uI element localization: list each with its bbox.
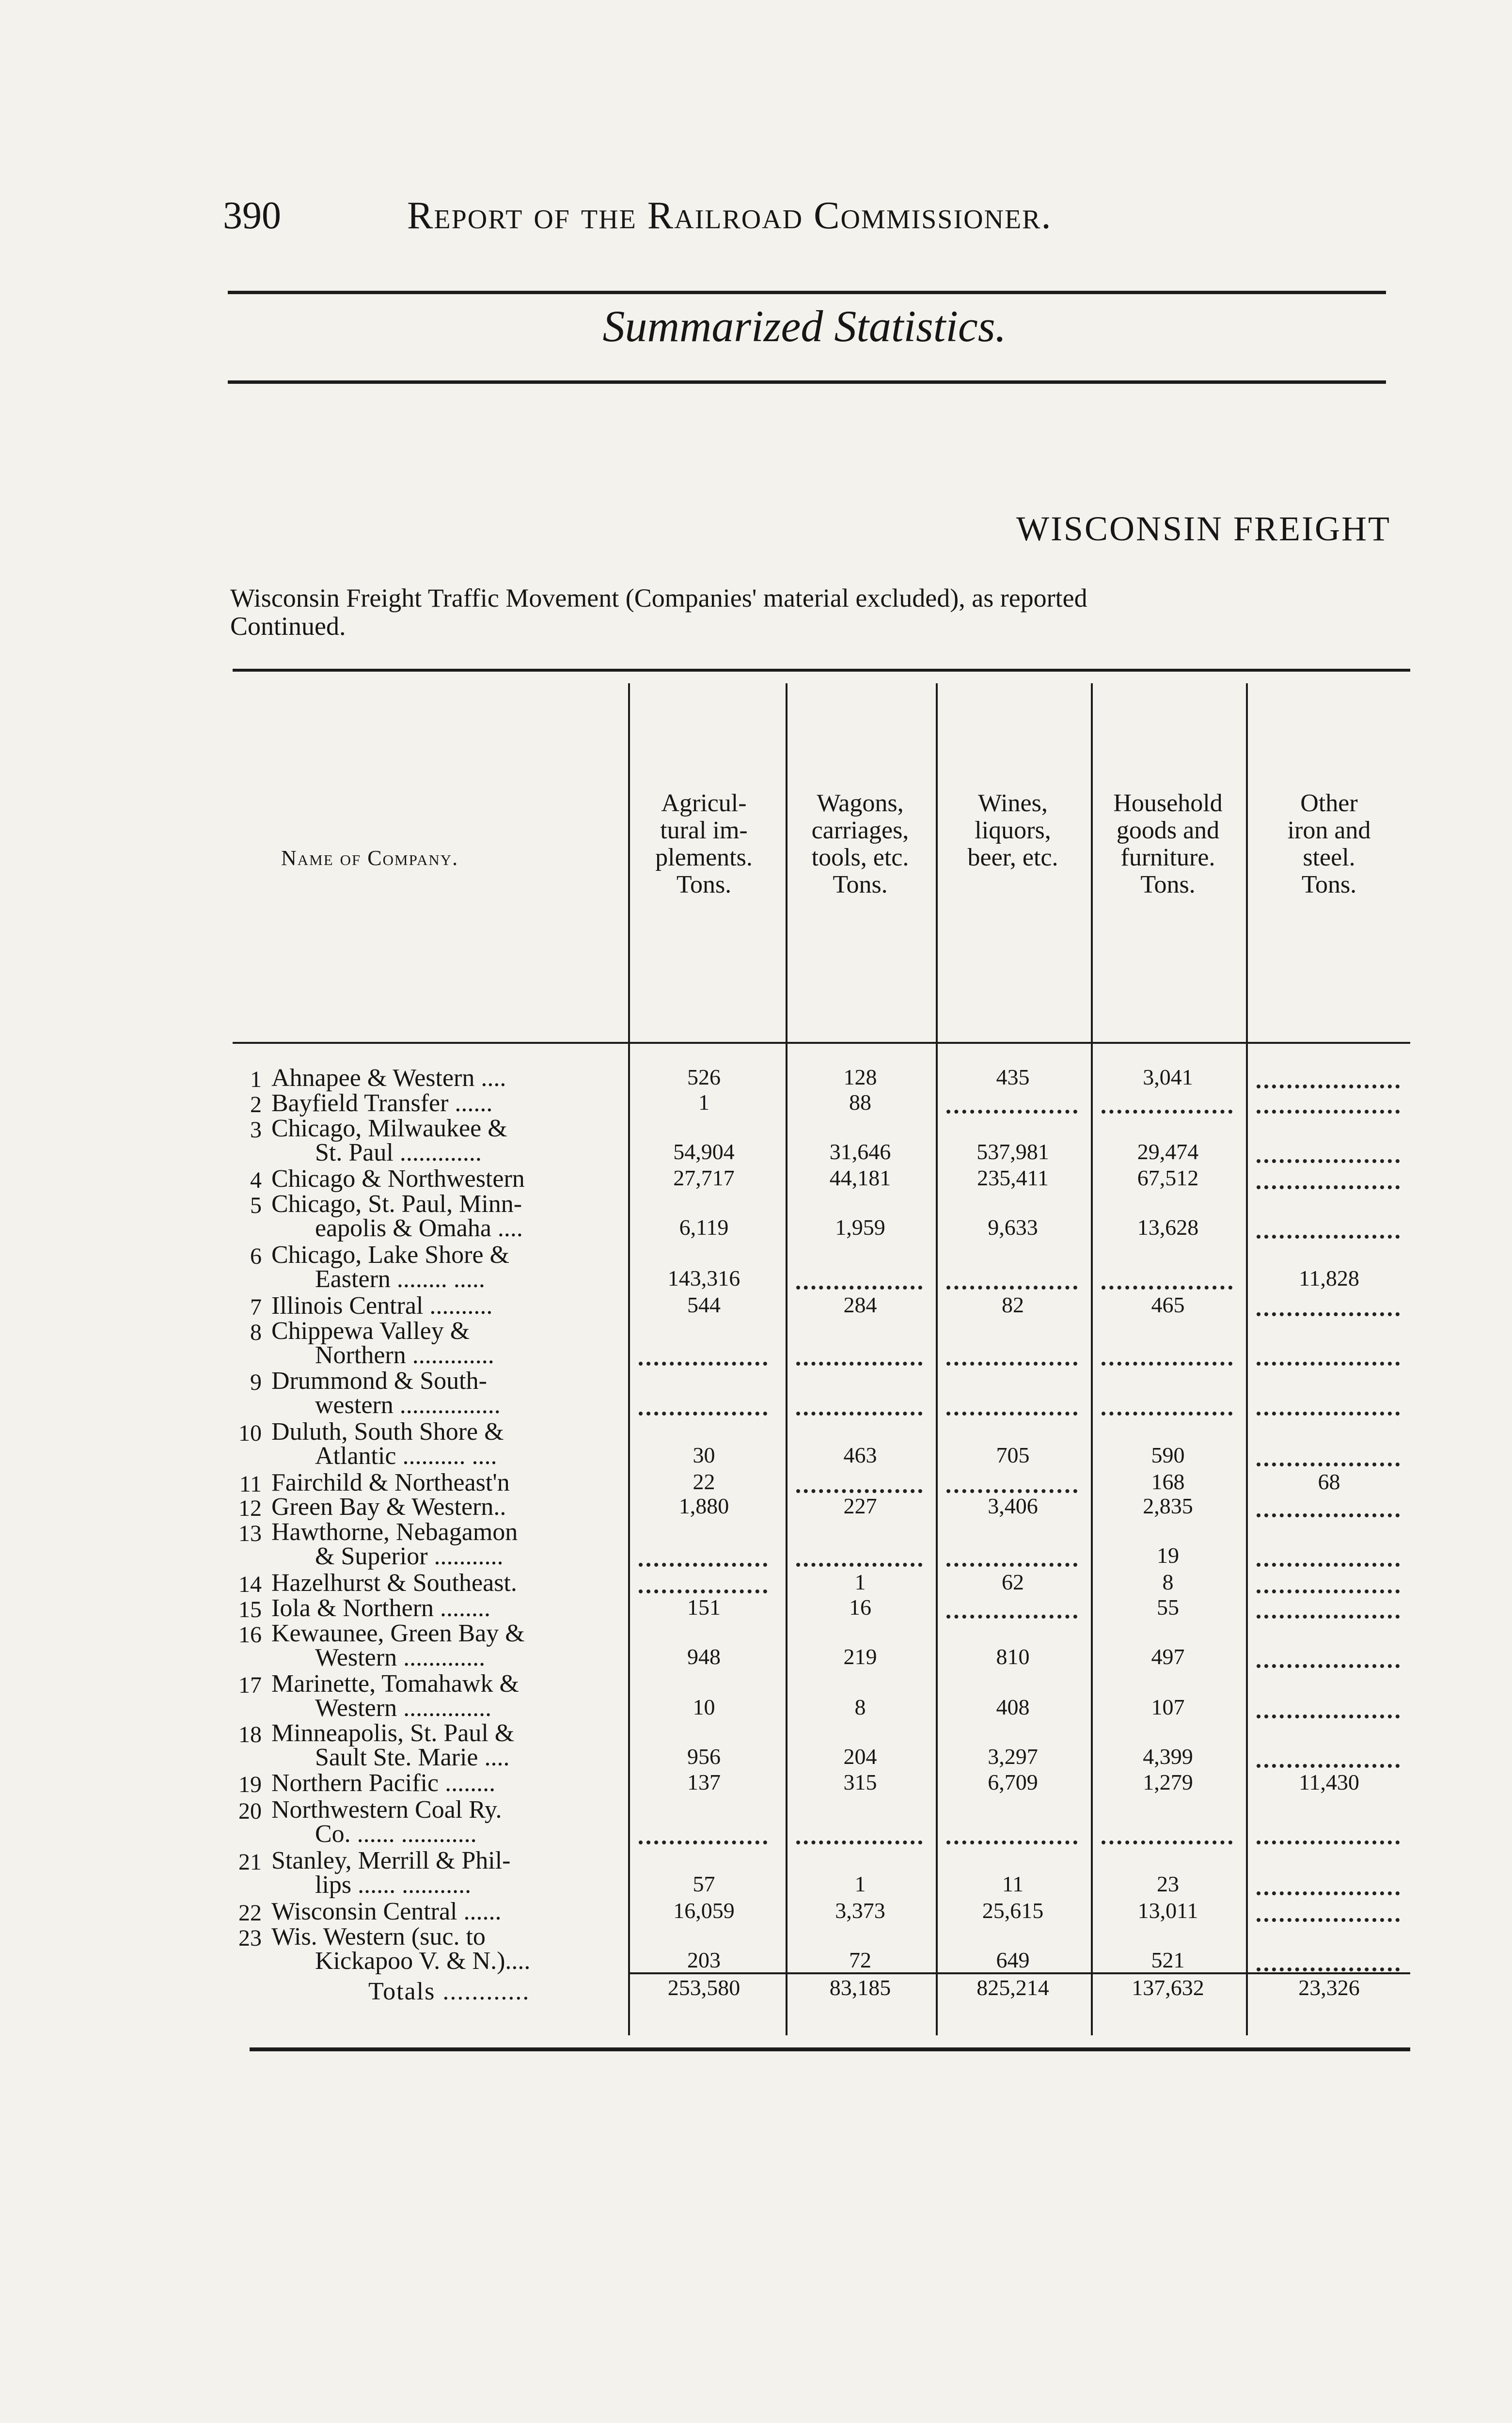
value-cell: 463 [843,1443,877,1467]
table-top-rule [233,669,1410,672]
table-row [233,1319,1410,1368]
value-cell: 204 [843,1744,877,1769]
value-cell: 67,512 [1137,1165,1199,1190]
value-cell: 82 [1002,1292,1024,1317]
company-name-line: St. Paul ............. [315,1139,482,1166]
row-number: 23 [238,1925,262,1951]
value-cell: 284 [843,1292,877,1317]
value-cell: 27,717 [673,1165,735,1190]
company-name-line: Duluth, South Shore & [271,1418,504,1446]
value-cell: 55 [1157,1595,1179,1620]
company-name-line: eapolis & Omaha .... [315,1214,523,1242]
row-number: 7 [250,1294,262,1320]
column-header-1 [630,790,778,898]
leader-dots [1257,1513,1400,1517]
running-title: Report of the Railroad Commissioner. [407,194,1052,237]
value-cell: 68 [1318,1469,1340,1494]
company-name-line: Western ............. [315,1644,486,1671]
value-cell: 8 [1162,1570,1174,1594]
value-cell: 1,279 [1143,1770,1193,1794]
column-header-4 [1093,790,1243,898]
value-cell: 1 [698,1090,709,1115]
value-cell: 13,628 [1137,1215,1199,1240]
company-name-line: Kewaunee, Green Bay & [271,1620,525,1647]
value-cell: 1,880 [678,1494,729,1518]
leader-dots [1257,1891,1400,1895]
value-cell: 3,297 [988,1744,1038,1769]
company-name-line: & Superior ........... [315,1542,504,1570]
leader-dots [946,1615,1077,1619]
value-cell: 544 [687,1292,721,1317]
row-number: 10 [238,1420,262,1446]
row-number: 4 [250,1167,262,1193]
company-name [271,1520,858,1569]
column-header-line: furniture. [1120,844,1215,871]
leader-dots [1257,1967,1400,1971]
leader-dots [796,1563,922,1567]
leader-dots [1257,1412,1400,1416]
row-number: 20 [238,1798,262,1824]
caption [230,584,1393,640]
value-cell: 465 [1151,1292,1185,1317]
value-cell: 54,904 [673,1139,735,1164]
value-cell: 408 [996,1695,1030,1719]
header-rule-bottom [228,380,1386,384]
leader-dots [796,1412,922,1416]
value-cell: 203 [687,1948,721,1972]
leader-dots [639,1563,767,1567]
leader-dots [639,1589,767,1593]
value-cell: 137 [687,1770,721,1794]
company-name-line: Wis. Western (suc. to [271,1923,486,1951]
value-cell: 143,316 [667,1266,740,1290]
company-name [271,1319,858,1368]
value-cell: 235,411 [977,1165,1049,1190]
column-header-line: Agricul- [661,789,747,817]
company-name-line: Fairchild & Northeast'n [271,1469,510,1496]
column-header-line: Other [1300,789,1358,817]
value-cell: 1 [854,1872,866,1896]
company-name-line: Northern Pacific ........ [271,1769,496,1797]
column-header-line: Wagons, [817,789,904,817]
leader-dots [1102,1841,1232,1844]
section-title: Summarized Statistics. [602,301,1007,351]
value-cell: 6,709 [988,1770,1038,1794]
value-cell: 649 [996,1948,1030,1972]
value-cell: 3,406 [988,1494,1038,1518]
column-header-5 [1248,790,1410,898]
leader-dots [1257,1312,1400,1316]
value-cell: 2,835 [1143,1494,1193,1518]
row-number: 1 [250,1067,262,1092]
company-name-line: Hawthorne, Nebagamon [271,1518,518,1546]
freight-table [233,669,1410,2055]
table-row [233,1369,1410,1417]
row-number: 16 [238,1622,262,1648]
row-number: 3 [250,1117,262,1143]
value-cell: 227 [843,1494,877,1518]
company-name-line: Chicago & Northwestern [271,1165,525,1193]
row-number: 6 [250,1243,262,1269]
leader-dots [1102,1412,1232,1416]
row-number: 17 [238,1672,262,1698]
value-cell: 62 [1002,1570,1024,1594]
company-name-line: Sault Ste. Marie .... [315,1744,510,1771]
column-header-line: carriages, [811,817,909,844]
row-number: 21 [238,1849,262,1875]
leader-dots [796,1489,922,1493]
leader-dots [1257,1235,1400,1239]
company-name-line: Chicago, Lake Shore & [271,1241,509,1269]
leader-dots [1257,1664,1400,1668]
company-name-line: Ahnapee & Western .... [271,1064,506,1092]
column-header-line: steel. [1303,844,1355,871]
value-cell: 4,399 [1143,1744,1193,1769]
column-header-line: Tons. [1140,871,1196,898]
caption-line-2: Continued. [230,612,346,641]
totals-cell: 253,580 [667,1975,740,2000]
company-name-line: western ................ [315,1391,501,1419]
value-cell: 168 [1151,1469,1185,1494]
company-name-line: Eastern ........ ..... [315,1265,485,1293]
row-number: 13 [238,1521,262,1546]
leader-dots [796,1362,922,1366]
company-name-line: Northwestern Coal Ry. [271,1796,502,1824]
company-name-line: Minneapolis, St. Paul & [271,1719,515,1747]
value-cell: 128 [843,1065,877,1089]
value-cell: 219 [843,1644,877,1669]
company-name-line: Marinette, Tomahawk & [271,1670,519,1698]
column-header-line: beer, etc. [967,844,1058,871]
header-rule-top [228,291,1386,294]
row-number: 2 [250,1092,262,1117]
value-cell: 13,011 [1137,1898,1198,1923]
row-number: 11 [239,1471,262,1497]
value-cell: 19 [1157,1543,1179,1568]
leader-dots [1257,1085,1400,1088]
page-header [223,194,1386,252]
column-header-line: plements. [655,844,753,871]
leader-dots [1257,1563,1400,1567]
column-header-line: liquors, [975,817,1051,844]
name-of-company-header: Name of Company. [281,846,459,870]
value-cell: 57 [693,1872,715,1896]
value-cell: 11,430 [1299,1770,1359,1794]
company-name-line: Western .............. [315,1694,492,1722]
leader-dots [1257,1110,1400,1114]
value-cell: 107 [1151,1695,1185,1719]
row-number: 5 [250,1193,262,1218]
value-cell: 11 [1002,1872,1024,1896]
value-cell: 3,041 [1143,1065,1193,1089]
totals-cell: 825,214 [976,1975,1049,2000]
column-header-line: goods and [1116,817,1220,844]
totals-rule [630,1972,1410,1974]
leader-dots [1102,1362,1232,1366]
company-name-line: lips ...... ........... [315,1871,472,1899]
leader-dots [1257,1841,1400,1844]
leader-dots [946,1362,1077,1366]
leader-dots [1257,1715,1400,1718]
value-cell: 72 [849,1948,871,1972]
leader-dots [1257,1918,1400,1922]
value-cell: 315 [843,1770,877,1794]
leader-dots [796,1841,922,1844]
value-cell: 29,474 [1137,1139,1199,1164]
value-cell: 6,119 [679,1215,729,1240]
row-number: 22 [238,1900,262,1926]
row-number: 14 [238,1572,262,1597]
value-cell: 526 [687,1065,721,1089]
company-name-line: Iola & Northern ........ [271,1594,491,1622]
column-header-line: Tons. [833,871,888,898]
company-name-line: Illinois Central .......... [271,1292,493,1320]
column-header-2 [788,790,933,898]
company-name [271,1798,858,1846]
totals-cell: 23,326 [1298,1975,1360,2000]
value-cell: 23 [1157,1872,1179,1896]
company-name-line: Northern ............. [315,1341,494,1369]
company-name-line: Atlantic .......... .... [315,1442,497,1470]
column-header-line: tools, etc. [811,844,909,871]
company-name-line: Chicago, St. Paul, Minn- [271,1190,522,1218]
company-name-line: Co. ...... ............ [315,1820,477,1848]
freight-heading: WISCONSIN FREIGHT [1016,509,1391,548]
company-name-line: Chippewa Valley & [271,1317,470,1345]
value-cell: 44,181 [829,1165,891,1190]
leader-dots [946,1286,1077,1290]
leader-dots [1257,1589,1400,1593]
leader-dots [946,1412,1077,1416]
value-cell: 537,981 [976,1139,1049,1164]
value-cell: 16 [849,1595,871,1620]
leader-dots [1102,1286,1232,1290]
value-cell: 956 [687,1744,721,1769]
value-cell: 3,373 [835,1898,885,1923]
leader-dots [796,1286,922,1290]
value-cell: 11,828 [1299,1266,1359,1290]
leader-dots [946,1841,1077,1844]
value-cell: 25,615 [982,1898,1044,1923]
value-cell: 435 [996,1065,1030,1089]
row-number: 19 [238,1772,262,1797]
totals-cell: 137,632 [1132,1975,1204,2000]
leader-dots [1257,1463,1400,1466]
leader-dots [946,1563,1077,1567]
leader-dots [1102,1110,1232,1114]
value-cell: 8 [854,1695,866,1719]
value-cell: 948 [687,1644,721,1669]
column-header-3 [938,790,1088,871]
totals-label: Totals ............ [368,1978,530,2005]
table-row [233,1798,1410,1846]
table-bottom-rule [250,2047,1410,2051]
leader-dots [639,1362,767,1366]
value-cell: 10 [693,1695,715,1719]
leader-dots [1257,1185,1400,1189]
leader-dots [1257,1159,1400,1163]
header-separator [233,1042,1410,1044]
totals-cell: 83,185 [829,1975,891,2000]
column-header-line: tural im- [660,817,748,844]
leader-dots [1257,1764,1400,1768]
row-number: 12 [238,1495,262,1521]
company-name-line: Drummond & South- [271,1367,487,1395]
company-name-line: Bayfield Transfer ...... [271,1089,493,1117]
value-cell: 9,633 [988,1215,1038,1240]
leader-dots [1257,1615,1400,1619]
company-name [271,1369,858,1417]
column-header-line: Tons. [676,871,732,898]
company-name-line: Wisconsin Central ...... [271,1898,502,1925]
leader-dots [1257,1362,1400,1366]
value-cell: 497 [1151,1644,1185,1669]
leader-dots [639,1841,767,1844]
value-cell: 1 [854,1570,866,1594]
row-number: 9 [250,1369,262,1395]
value-cell: 1,959 [835,1215,885,1240]
value-cell: 151 [687,1595,721,1620]
value-cell: 16,059 [673,1898,735,1923]
row-number: 8 [250,1320,262,1345]
column-header-line: Tons. [1301,871,1357,898]
row-number: 18 [238,1722,262,1747]
page-number: 390 [223,194,281,237]
company-name-line: Hazelhurst & Southeast. [271,1569,517,1597]
value-cell: 810 [996,1644,1030,1669]
caption-line-1: Wisconsin Freight Traffic Movement (Companies' material excluded), as reported [230,583,1087,613]
value-cell: 521 [1151,1948,1185,1972]
column-header-line: Household [1113,789,1223,817]
row-number: 15 [238,1597,262,1622]
leader-dots [946,1489,1077,1493]
company-name-line: Chicago, Milwaukee & [271,1115,507,1142]
value-cell: 590 [1151,1443,1185,1467]
company-name-line: Kickapoo V. & N.).... [315,1947,531,1975]
company-name [271,1571,858,1595]
column-header-line: Wines, [978,789,1048,817]
leader-dots [946,1110,1077,1114]
value-cell: 30 [693,1443,715,1467]
value-cell: 31,646 [829,1139,891,1164]
column-header-line: iron and [1287,817,1371,844]
company-name-line: Green Bay & Western.. [271,1493,506,1521]
value-cell: 88 [849,1090,871,1115]
leader-dots [639,1412,767,1416]
value-cell: 705 [996,1443,1030,1467]
value-cell: 22 [693,1469,715,1494]
table-row [233,1243,1410,1291]
company-name-line: Stanley, Merrill & Phil- [271,1847,511,1874]
